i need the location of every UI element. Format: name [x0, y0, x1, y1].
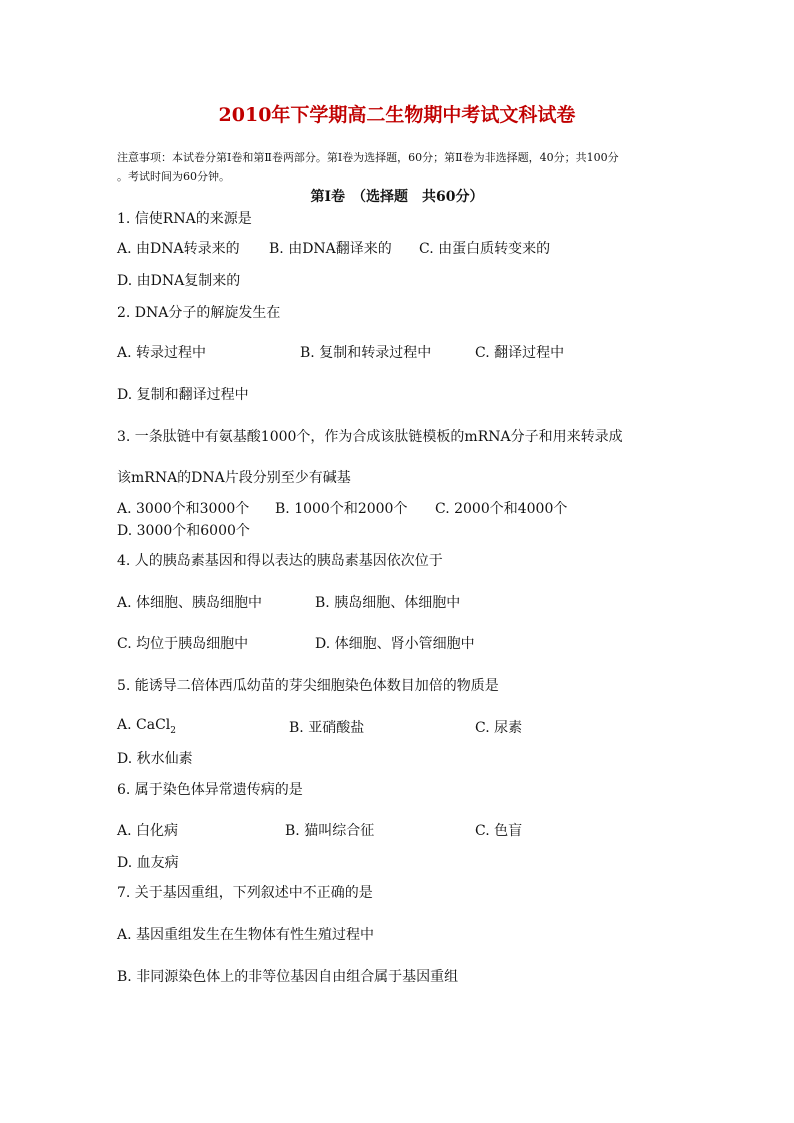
question-3-option-a: A. 3000个和3000个 — [117, 501, 250, 517]
question-2-options-row — [117, 342, 717, 362]
question-7-option-a: A. 基因重组发生在生物体有性生殖过程中 — [117, 927, 375, 943]
question-3-option-b: B. 1000个和2000个 — [275, 501, 408, 517]
question-1-option-d: D. 由DNA复制来的 — [117, 273, 241, 289]
question-5-option-a-subscript: 2 — [170, 725, 176, 736]
question-4-stem: 4. 人的胰岛素基因和得以表达的胰岛素基因依次位于 — [117, 553, 443, 569]
question-5-option-b: B. 亚硝酸盐 — [289, 720, 365, 736]
notice-line-2: 。考试时间为60分钟。 — [117, 170, 230, 183]
question-3-stem-line-2: 该mRNA的DNA片段分别至少有碱基 — [117, 470, 351, 486]
question-3-option-d: D. 3000个和6000个 — [117, 523, 250, 539]
question-4-option-a: A. 体细胞、胰岛细胞中 — [117, 595, 263, 611]
question-5-option-a-text: A. CaCl — [117, 717, 171, 733]
question-1-stem: 1. 信使RNA的来源是 — [117, 211, 252, 227]
question-1-option-a: A. 由DNA转录来的 — [117, 241, 240, 257]
question-6-option-d: D. 血友病 — [117, 855, 179, 871]
question-7-option-b: B. 非同源染色体上的非等位基因自由组合属于基因重组 — [117, 969, 459, 985]
question-6-option-a: A. 白化病 — [117, 823, 179, 839]
question-5-option-c: C. 尿素 — [475, 720, 523, 736]
question-2-option-b: B. 复制和转录过程中 — [300, 345, 432, 361]
question-6-option-c: C. 色盲 — [475, 823, 523, 839]
question-6-options-row — [117, 820, 717, 840]
section-heading: 第Ⅰ卷 （选择题 共60分） — [310, 189, 484, 205]
question-5-option-d: D. 秋水仙素 — [117, 751, 193, 767]
question-2-option-d: D. 复制和翻译过程中 — [117, 387, 249, 403]
question-3-stem-line-1: 3. 一条肽链中有氨基酸1000个，作为合成该肽链模板的mRNA分子和用来转录成 — [117, 429, 623, 445]
notice-line-1: 注意事项：本试卷分第Ⅰ卷和第Ⅱ卷两部分。第Ⅰ卷为选择题，60分；第Ⅱ卷为非选择题，40分；共100分 — [117, 151, 619, 164]
question-1-option-b: B. 由DNA翻译来的 — [269, 241, 392, 257]
exam-notice — [117, 148, 687, 186]
question-4-option-b: B. 胰岛细胞、体细胞中 — [315, 595, 461, 611]
question-1-options-row — [117, 238, 717, 258]
question-6-stem: 6. 属于染色体异常遗传病的是 — [117, 782, 303, 798]
question-2-stem: 2. DNA分子的解旋发生在 — [117, 305, 281, 321]
exam-title: 2010年下学期高二生物期中考试文科试卷 — [218, 104, 576, 126]
question-5-options-row — [117, 717, 717, 737]
question-5-stem: 5. 能诱导二倍体西瓜幼苗的芽尖细胞染色体数目加倍的物质是 — [117, 678, 499, 694]
question-5-option-a — [117, 717, 176, 736]
question-2-option-c: C. 翻译过程中 — [475, 345, 565, 361]
question-4-option-d: D. 体细胞、肾小管细胞中 — [315, 636, 475, 652]
question-4-options-row-2 — [117, 633, 717, 653]
question-4-option-c: C. 均位于胰岛细胞中 — [117, 636, 249, 652]
question-1-option-c: C. 由蛋白质转变来的 — [419, 241, 551, 257]
question-3-option-c: C. 2000个和4000个 — [435, 501, 568, 517]
question-4-options-row-1 — [117, 592, 717, 612]
question-3-options-row — [117, 498, 717, 518]
question-7-stem: 7. 关于基因重组，下列叙述中不正确的是 — [117, 885, 373, 901]
question-6-option-b: B. 猫叫综合征 — [285, 823, 375, 839]
question-2-option-a: A. 转录过程中 — [117, 345, 207, 361]
